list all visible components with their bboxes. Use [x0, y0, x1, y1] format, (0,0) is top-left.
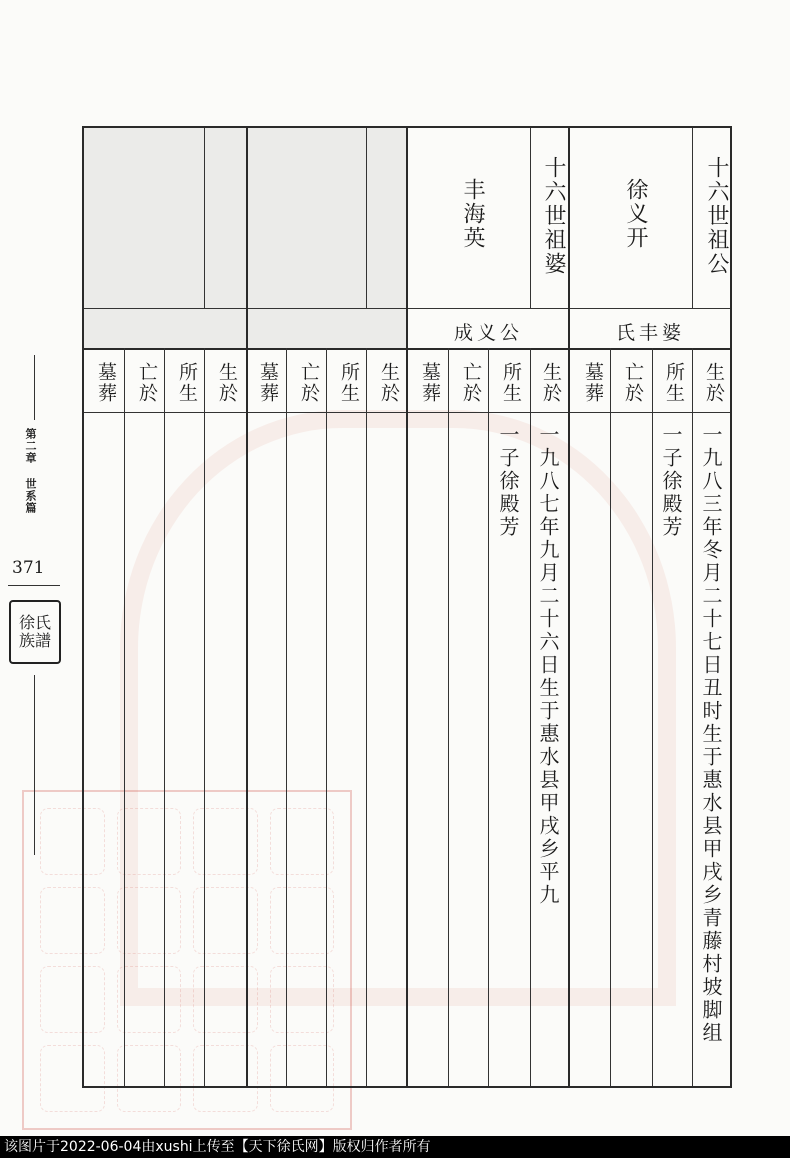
generation-title: 十六世祖公 — [704, 156, 729, 276]
field-column-line — [448, 348, 449, 1086]
label-died: 亡於 — [298, 362, 320, 404]
birth-detail: 一子徐殿芳 — [659, 424, 683, 539]
spouse-line: 氏丰婆 — [616, 322, 686, 344]
label-burial: 墓葬 — [95, 362, 117, 404]
born-detail: 一九八三年冬月二十七日丑时生于惠水县甲戌乡青藤村坡脚组 — [699, 424, 723, 1045]
header-subdivider — [692, 128, 693, 308]
label-birth: 所生 — [176, 362, 198, 404]
label-burial: 墓葬 — [582, 362, 604, 404]
genealogy-table — [82, 126, 732, 1088]
label-born: 生於 — [216, 362, 238, 404]
field-column-line — [366, 348, 367, 1086]
label-birth: 所生 — [663, 362, 685, 404]
margin-rule-top — [34, 355, 35, 420]
record-divider-2 — [406, 128, 408, 1086]
label-died: 亡於 — [136, 362, 158, 404]
page-number: 371 — [12, 558, 45, 578]
field-column-line — [124, 348, 125, 1086]
field-column-line — [610, 348, 611, 1086]
header-subdivider — [530, 128, 531, 308]
label-birth: 所生 — [500, 362, 522, 404]
born-detail: 一九八七年九月二十六日生于惠水县甲戌乡平九 — [536, 424, 560, 907]
header-subdivider — [204, 128, 205, 308]
field-column-line — [488, 348, 489, 1086]
person-name: 丰海英 — [460, 178, 485, 250]
field-column-line — [530, 348, 531, 1086]
field-column-line — [652, 348, 653, 1086]
header-subdivider — [366, 128, 367, 308]
birth-detail: 一子徐殿芳 — [496, 424, 520, 539]
label-born: 生於 — [703, 362, 725, 404]
generation-title: 十六世祖婆 — [541, 156, 566, 276]
label-died: 亡於 — [622, 362, 644, 404]
label-burial: 墓葬 — [419, 362, 441, 404]
upload-footer: 该图片于2022-06-04由xushi上传至【天下徐氏网】版权归作者所有 — [0, 1136, 790, 1158]
page-number-rule — [8, 585, 60, 586]
field-column-line — [326, 348, 327, 1086]
label-died: 亡於 — [460, 362, 482, 404]
field-column-line — [164, 348, 165, 1086]
field-column-line — [692, 348, 693, 1086]
record-divider-1 — [246, 128, 248, 1086]
spouse-line: 成义公 — [454, 322, 524, 344]
label-burial: 墓葬 — [257, 362, 279, 404]
stamp-line2: 族譜 — [18, 631, 51, 650]
family-register-stamp — [9, 600, 61, 664]
header-shade — [84, 128, 406, 348]
label-born: 生於 — [378, 362, 400, 404]
field-column-line — [286, 348, 287, 1086]
stamp-line1: 徐氏 — [18, 613, 51, 633]
label-birth: 所生 — [338, 362, 360, 404]
chapter-label: 第二章 世系篇 — [24, 428, 37, 514]
margin-rule-bottom — [34, 675, 35, 855]
field-column-line — [204, 348, 205, 1086]
person-name: 徐义开 — [623, 178, 648, 250]
label-born: 生於 — [540, 362, 562, 404]
